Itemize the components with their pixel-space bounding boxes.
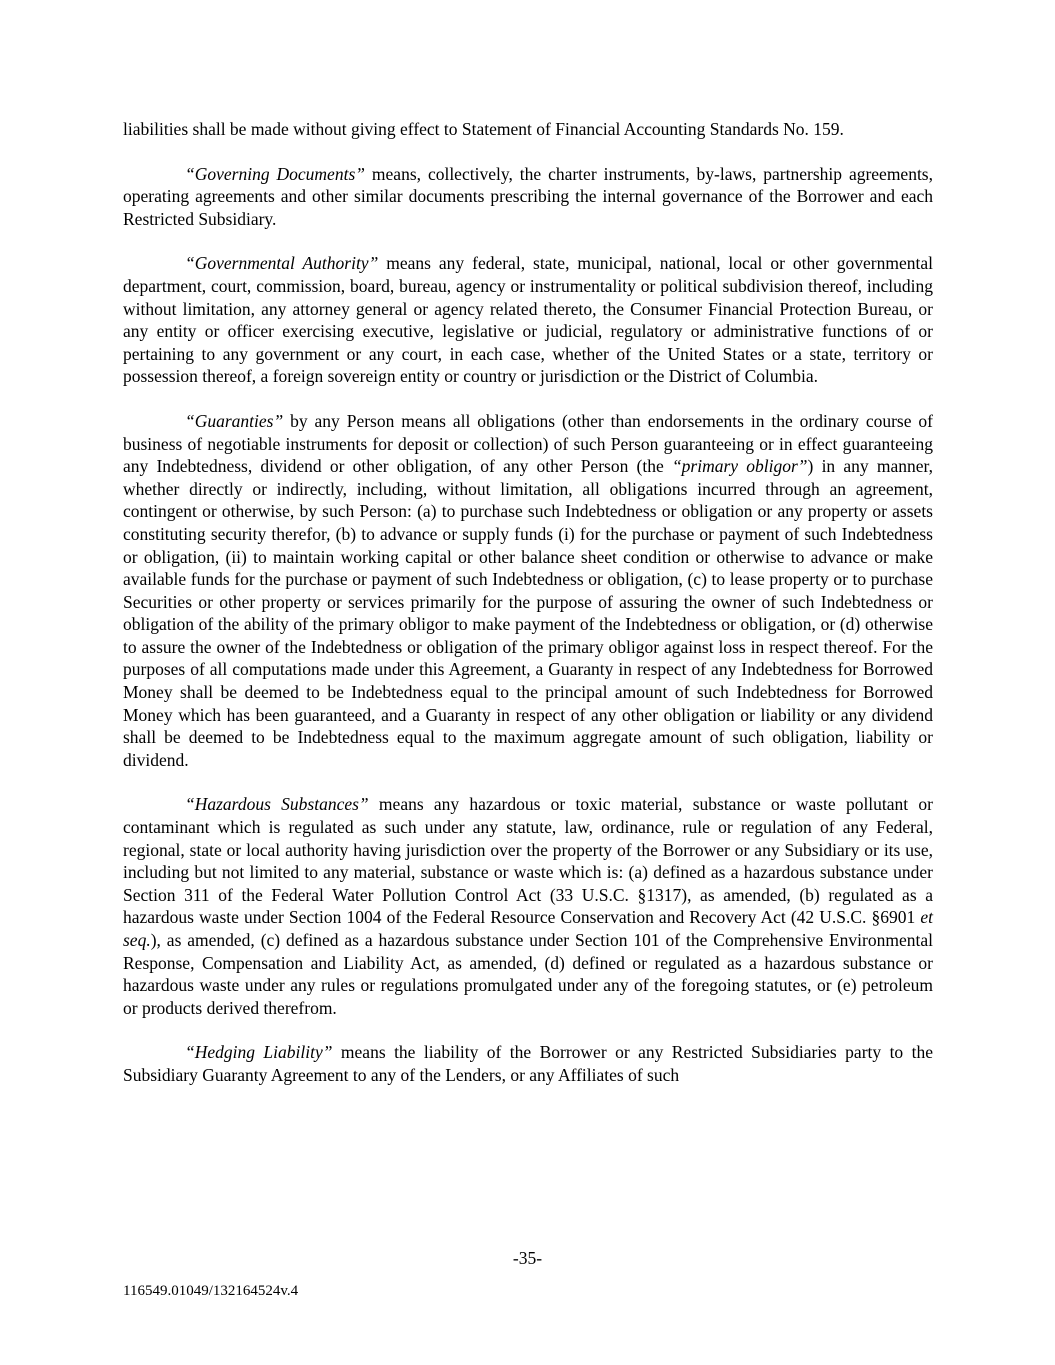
- defined-term: “Hazardous Substances”: [185, 794, 369, 815]
- paragraph-text: means, collectively, the charter instruments, by-laws, partnership agreements, operating agreements and other similar documents prescribing the internal governance of the Borrower and each Restricted Subsidiary.: [123, 163, 933, 229]
- definition-hedging-liability: [123, 1041, 933, 1086]
- page-number: -35-: [512, 1248, 543, 1268]
- document-body: [123, 118, 933, 1109]
- definition-guaranties: [123, 410, 933, 772]
- paragraph-text: ), as amended, (c) defined as a hazardous substance under Section 101 of the Comprehensive Environmental Response, Compensation and Liability Act, as amended, (d) defined or regulated as a hazardous substance or hazardous waste under any rules or regulations promulgated under any of the foregoing statutes, or (e) petroleum or products derived therefrom.: [123, 930, 933, 1018]
- paragraph-text: by any Person means all obligations (other than endorsements in the ordinary course of business of negotiable instruments for deposit or collection) of such Person guaranteeing or in effect guaranteeing any Indebtedness, dividend or other obligation, of any other Person (the: [123, 410, 933, 477]
- defined-term: “Governmental Authority”: [185, 253, 379, 274]
- defined-term: “primary obligor”: [671, 456, 808, 477]
- defined-term: “Governing Documents”: [185, 163, 365, 184]
- definition-governing-documents: [123, 163, 933, 231]
- definition-hazardous-substances: [123, 793, 933, 1019]
- paragraph-text: means any federal, state, municipal, national, local or other governmental department, court, commission, board, bureau, agency or instrumentality or political subdivision thereof, including without limitation, any attorney general or agency related thereto, the Consumer Financial Protection Bureau, or any entity or officer exercising executive, legislative or judicial, regulatory or administrative functions of or pertaining to any government or any court, in each case, whether of the United States or a state, territory or possession thereof, a foreign sovereign entity or country or jurisdiction or the District of Columbia.: [123, 253, 933, 387]
- paragraph-text: means any hazardous or toxic material, substance or waste pollutant or contaminant which is regulated as such under any statute, law, ordinance, rule or regulation of any Federal, regional, state or local authority having jurisdiction over the property of the Borrower or any Subsidiary or its use, including but not limited to any material, substance or waste which is: (a) defined as a hazardous substance under Section 311 of the Federal Water Pollution Control Act (33 U.S.C. §1317), as amended, (b) regulated as a hazardous waste under Section 1004 of the Federal Resource Conservation and Recovery Act (42 U.S.C. §6901: [123, 794, 934, 928]
- document-id-footer: 116549.01049/132164524v.4: [123, 1283, 299, 1299]
- defined-term: “Hedging Liability”: [185, 1042, 333, 1063]
- definition-governmental-authority: [123, 252, 933, 388]
- paragraph-continuation: [123, 118, 933, 141]
- paragraph-text: ) in any manner, whether directly or indirectly, including, without limitation, all obligations incurred through an agreement, contingent or otherwise, by such Person: (a) to purchase such Indebtedness or obligation or any property or assets constituting security therefor, (b) to advance or supply funds (i) for the purchase or payment of such Indebtedness or obligation, (ii) to maintain working capital or other balance sheet condition or otherwise to advance or make available funds for the purchase or payment of such Indebtedness or obligation, (c) to lease property or to purchase Securities or other property or services primarily for the purpose of assuring the owner of such Indebtedness or obligation of the ability of the primary obligor to make payment of the Indebtedness or obligation, or (d) otherwise to assure the owner of the Indebtedness or obligation of the primary obligor against loss in respect thereof. For the purposes of all computations made under this Agreement, a Guaranty in respect of any Indebtedness for Borrowed Money shall be deemed to be Indebtedness equal to the principal amount of such Indebtedness for Borrowed Money which has been guaranteed, and a Guaranty in respect of any other obligation or liability or any dividend shall be deemed to be Indebtedness equal to the maximum aggregate amount of such obligation, liability or dividend.: [123, 456, 933, 770]
- defined-term: “Guaranties”: [185, 410, 284, 431]
- paragraph-text: means the liability of the Borrower or any Restricted Subsidiaries party to the Subsidiary Guaranty Agreement to any of the Lenders, or any Affiliates of such: [123, 1042, 933, 1085]
- paragraph-text: liabilities shall be made without giving effect to Statement of Financial Accounting Standards No. 159.: [123, 119, 844, 139]
- defined-term: et seq.: [123, 907, 933, 950]
